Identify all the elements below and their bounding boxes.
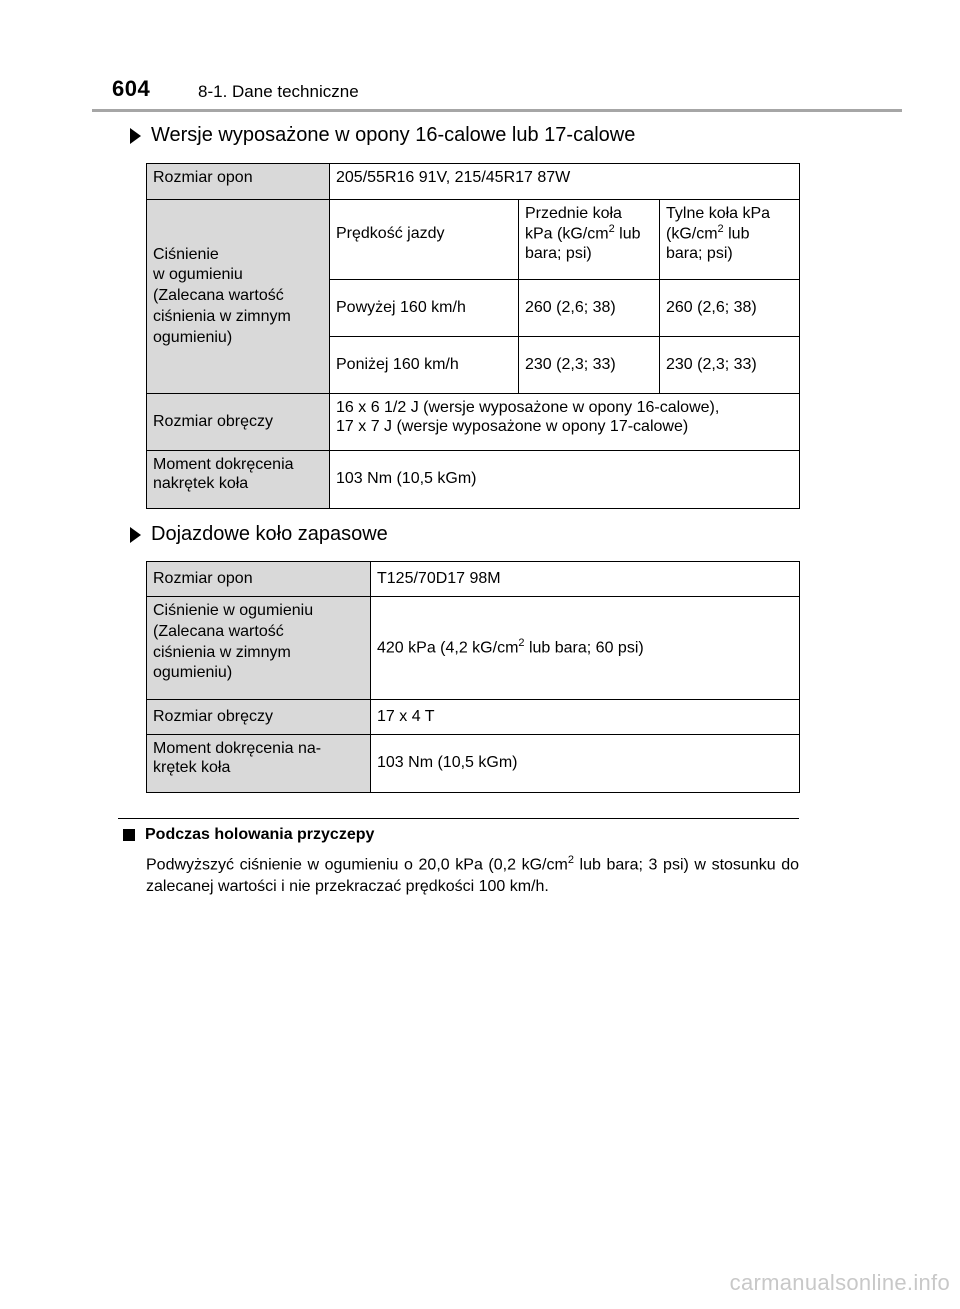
table-row <box>147 700 800 735</box>
note-rule <box>118 818 799 819</box>
rim-size-label: Rozmiar obręczy <box>147 394 330 451</box>
table-row <box>147 562 800 597</box>
spare-torque-value: 103 Nm (10,5 kGm) <box>371 735 800 793</box>
table-row <box>147 597 800 700</box>
section-heading-tires <box>130 124 635 147</box>
spare-pressure-value: 420 kPa (4,2 $kG/cm^2$ lub bara; 60 psi) <box>371 597 800 700</box>
col-header-rear: Tylne koła kPa ($kG/cm^2$ lub bara; psi) <box>660 200 800 280</box>
header-rule <box>92 109 902 112</box>
spare-torque-label: Moment dokręcenia na- krętek koła <box>147 735 371 793</box>
speed-below: Poniżej 160 km/h <box>330 337 519 394</box>
section-heading-spare <box>130 523 388 546</box>
table-row <box>147 451 800 509</box>
section-heading-text: Dojazdowe koło zapasowe <box>151 523 388 545</box>
spare-rim-label: Rozmiar obręczy <box>147 700 371 735</box>
note-title-text: Podczas holowania przyczepy <box>145 826 375 843</box>
front-pressure-above: 260 (2,6; 38) <box>519 280 660 337</box>
speed-above: Powyżej 160 km/h <box>330 280 519 337</box>
section-heading-text: Wersje wyposażone w opony 16-calowe lub 17-calowe <box>151 124 636 146</box>
table-row <box>147 735 800 793</box>
rear-pressure-above: 260 (2,6; 38) <box>660 280 800 337</box>
watermark: carmanualsonline.info <box>729 1270 950 1295</box>
spare-pressure-label: Ciśnienie w ogumieniu (Zalecana wartość ciśnienia w zimnym ogumieniu) <box>147 597 371 700</box>
pressure-label: Ciśnienie w ogumieniu (Zalecana wartość ciśnienia w zimnym ogumieniu) <box>147 200 330 394</box>
col-header-speed: Prędkość jazdy <box>330 200 519 280</box>
chapter-title: 8-1. Dane techniczne <box>198 82 359 101</box>
arrow-right-icon <box>130 128 141 144</box>
torque-value: 103 Nm (10,5 kGm) <box>330 451 800 509</box>
table-row <box>147 200 800 280</box>
page-number: 604 <box>112 76 151 101</box>
spare-wheel-table <box>146 561 800 793</box>
torque-label: Moment dokręcenia nakrętek koła <box>147 451 330 509</box>
rear-pressure-below: 230 (2,3; 33) <box>660 337 800 394</box>
tire-size-label: Rozmiar opon <box>147 164 330 200</box>
note-body: Podwyższyć ciśnienie w ogumieniu o 20,0 kPa (0,2 $kG/cm^2$ lub bara; 3 psi) w stosunku do zalecanej wartości i nie przekraczać prędkości 100 km/h. <box>146 854 800 895</box>
spare-rim-value: 17 x 4 T <box>371 700 800 735</box>
spare-tire-size-label: Rozmiar opon <box>147 562 371 597</box>
note-title <box>123 826 374 844</box>
front-pressure-below: 230 (2,3; 33) <box>519 337 660 394</box>
arrow-right-icon <box>130 527 141 543</box>
rim-size-value: 16 x 6 1/2 J (wersje wyposażone w opony 16-calowe), 17 x 7 J (wersje wyposażone w opony 17-calowe) <box>330 394 800 451</box>
col-header-front: Przednie koła kPa ($kG/cm^2$ lub bara; psi) <box>519 200 660 280</box>
tire-size-value: 205/55R16 91V, 215/45R17 87W <box>330 164 800 200</box>
square-bullet-icon <box>123 829 135 841</box>
table-row <box>147 394 800 451</box>
spare-tire-size-value: T125/70D17 98M <box>371 562 800 597</box>
table-row <box>147 164 800 200</box>
tire-spec-table <box>146 163 800 509</box>
